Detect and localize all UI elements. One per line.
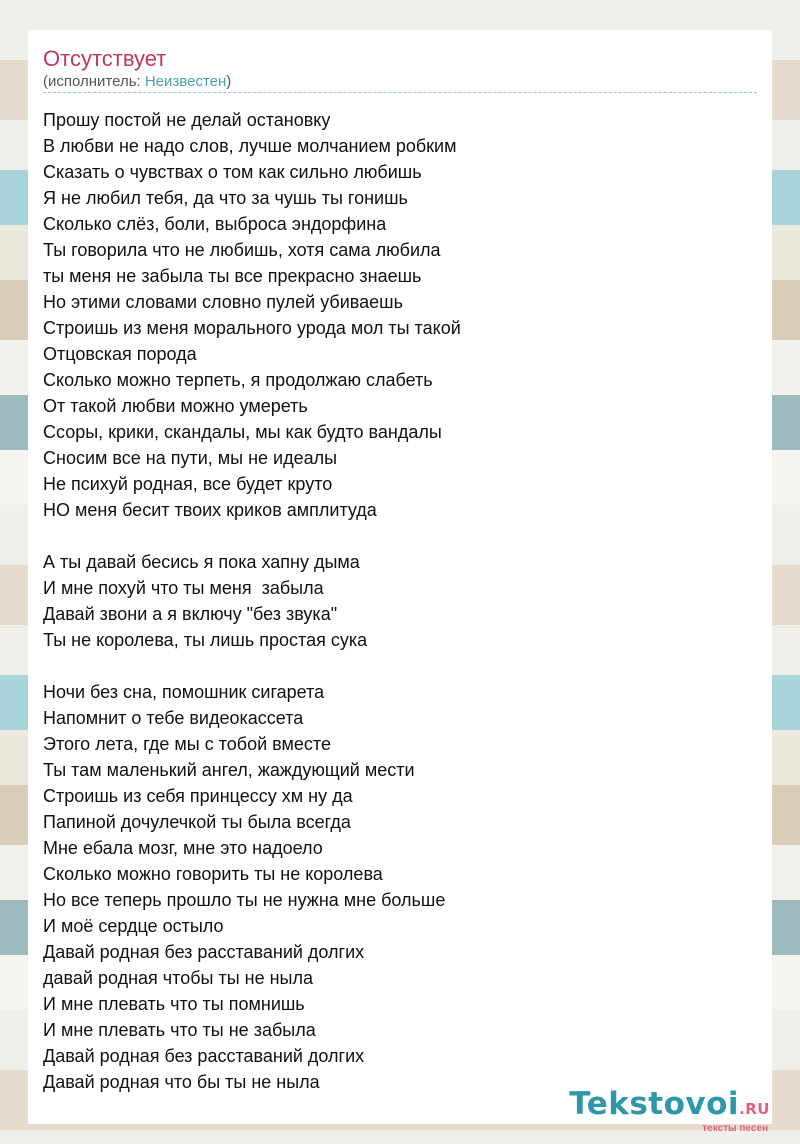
lyrics-card [28, 30, 772, 1124]
lyric-line: Сколько можно говорить ты не королева [43, 864, 383, 884]
lyric-line: Давай родная что бы ты не ныла [43, 1072, 320, 1092]
artist-suffix: ) [226, 73, 232, 90]
lyrics-text [43, 107, 461, 1095]
lyric-line: И моё сердце остыло [43, 916, 224, 936]
lyric-line: Строишь из меня морального урода мол ты такой [43, 318, 461, 338]
lyric-line: Строишь из себя принцессу хм ну да [43, 786, 353, 806]
lyric-line: Давай родная без расставаний долгих [43, 1046, 365, 1066]
lyric-line: В любви не надо слов, лучше молчанием робким [43, 136, 457, 156]
lyric-line: НО меня бесит твоих криков амплитуда [43, 500, 377, 520]
lyric-line: Ты там маленький ангел, жаждующий мести [43, 760, 415, 780]
lyric-line: Напомнит о тебе видеокассета [43, 708, 304, 728]
lyric-line: Ты не королева, ты лишь простая сука [43, 630, 368, 650]
lyric-line: И мне плевать что ты не забыла [43, 1020, 316, 1040]
lyric-line: Давай родная без расставаний долгих [43, 942, 365, 962]
logo-tld: .RU [739, 1100, 770, 1118]
lyric-line: А ты давай бесись я пока хапну дыма [43, 552, 360, 572]
lyric-line: Давай звони а я включу "без звука" [43, 604, 338, 624]
lyric-line: Этого лета, где мы с тобой вместе [43, 734, 331, 754]
stanza-break [43, 523, 461, 549]
lyric-line: От такой любви можно умереть [43, 396, 308, 416]
stanza-break [43, 653, 461, 679]
lyric-line: Но этими словами словно пулей убиваешь [43, 292, 403, 312]
lyric-line: И мне похуй что ты меня забыла [43, 578, 324, 598]
lyric-line: Прошу постой не делай остановку [43, 110, 331, 130]
lyric-line: Не психуй родная, все будет круто [43, 474, 333, 494]
lyric-line: Ночи без сна, помошник сигарета [43, 682, 325, 702]
artist-line [43, 73, 231, 91]
lyric-line: давай родная чтобы ты не ныла [43, 968, 313, 988]
lyric-line: Сколько слёз, боли, выброса эндорфина [43, 214, 387, 234]
lyric-line: ты меня не забыла ты все прекрасно знаешь [43, 266, 422, 286]
logo-tagline: тексты песен [702, 1123, 768, 1134]
lyric-line: Сносим все на пути, мы не идеалы [43, 448, 338, 468]
lyric-line: И мне плевать что ты помнишь [43, 994, 305, 1014]
lyric-line: Мне ебала мозг, мне это надоело [43, 838, 323, 858]
site-logo[interactable] [569, 1087, 770, 1134]
lyric-line: Папиной дочулечкой ты была всегда [43, 812, 351, 832]
song-title: Отсутствует [43, 46, 167, 71]
logo-main-text: Tekstovoi [569, 1086, 740, 1122]
logo-wordmark [569, 1087, 770, 1126]
lyric-line: Но все теперь прошло ты не нужна мне больше [43, 890, 446, 910]
lyric-line: Сказать о чувствах о том как сильно любишь [43, 162, 422, 182]
lyric-line: Я не любил тебя, да что за чушь ты гонишь [43, 188, 408, 208]
artist-prefix: (исполнитель: [43, 73, 145, 90]
lyric-line: Ты говорила что не любишь, хотя сама любила [43, 240, 441, 260]
lyric-line: Ссоры, крики, скандалы, мы как будто вандалы [43, 422, 442, 442]
artist-link[interactable]: Неизвестен [144, 73, 227, 90]
lyric-line: Отцовская порода [43, 344, 197, 364]
lyric-line: Сколько можно терпеть, я продолжаю слабеть [43, 370, 433, 390]
dashed-divider [43, 92, 757, 93]
